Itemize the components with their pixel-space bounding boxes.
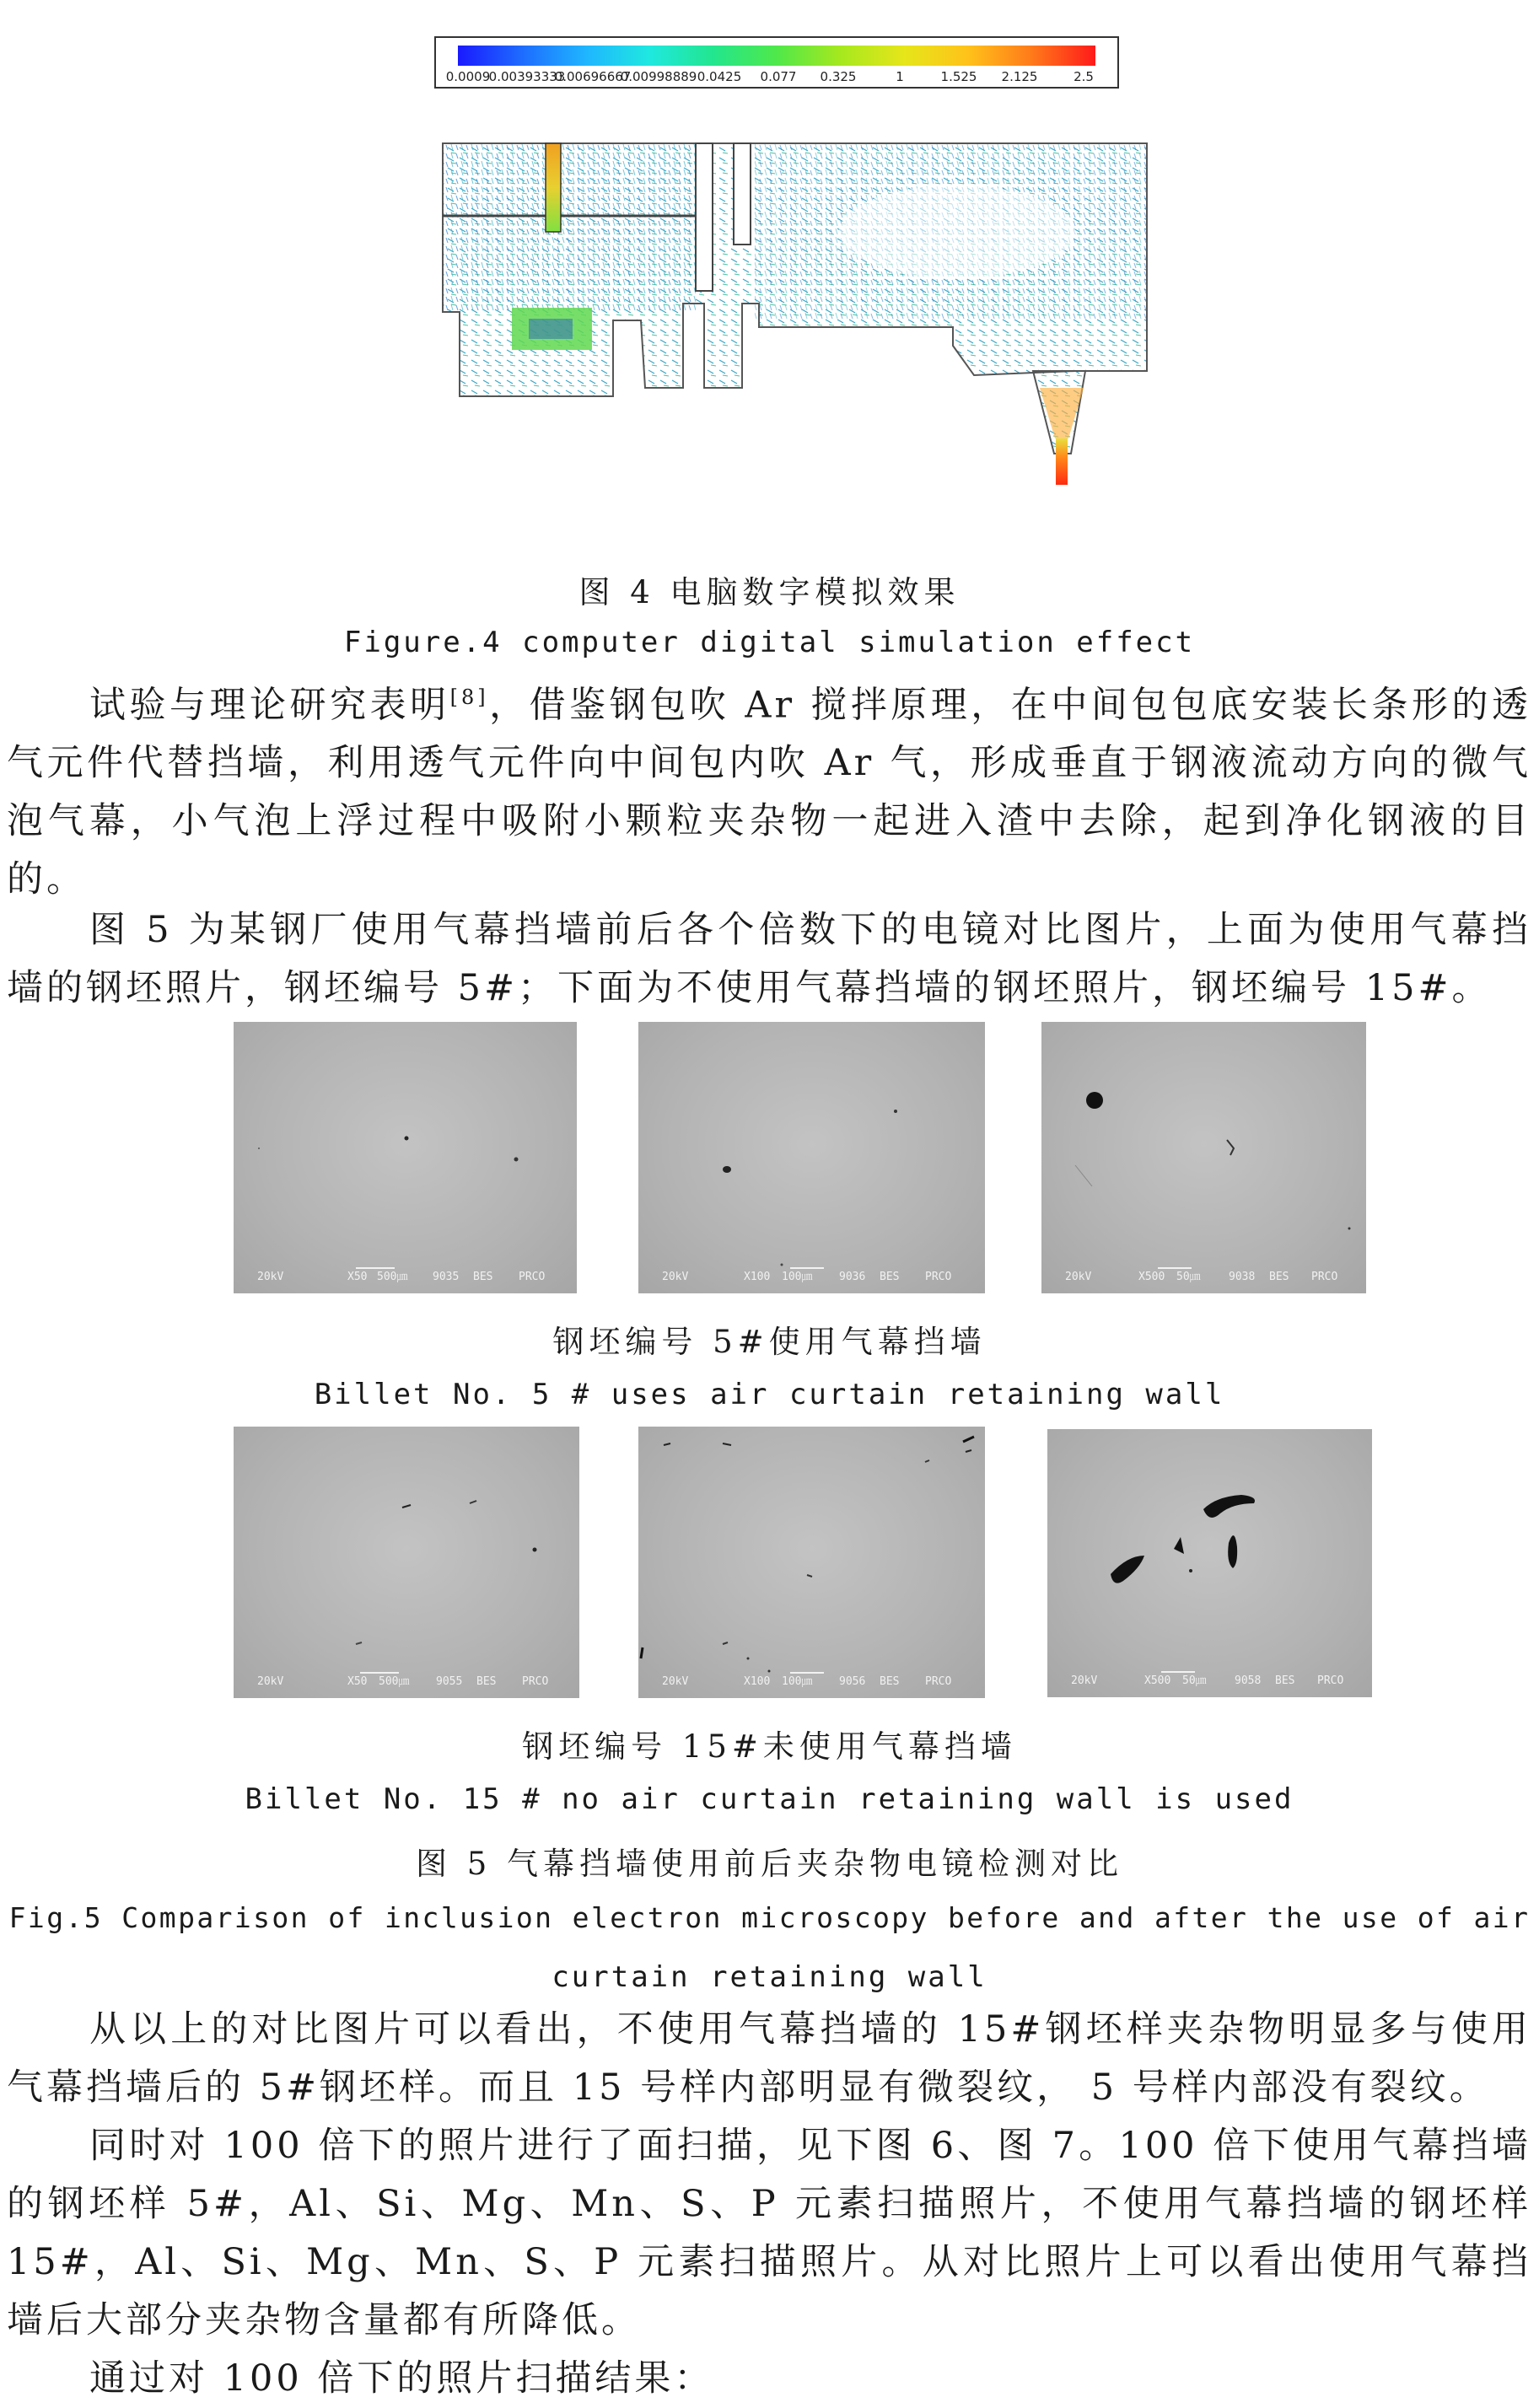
paragraph-1 <box>7 669 1531 909</box>
sem-lab: PRCO <box>925 1675 952 1688</box>
citation-ref: [8] <box>449 685 489 709</box>
sem-mag: X100 <box>744 1271 771 1283</box>
sem-mag: X50 <box>347 1675 368 1688</box>
sem-scale: 50㎛ <box>1176 1271 1201 1283</box>
sem-photo-5-x100 <box>638 1022 985 1293</box>
sem-mode: BES <box>1275 1674 1295 1687</box>
sem-photo-15-x100 <box>638 1427 985 1698</box>
sem-lab: PRCO <box>1317 1674 1344 1687</box>
sem-scale: 100㎛ <box>782 1271 813 1283</box>
colorbar-tick: 1.525 <box>940 69 977 84</box>
colorbar-tick: 0.0009 <box>445 69 491 84</box>
sem-lab: PRCO <box>1311 1271 1338 1283</box>
sem-lab: PRCO <box>925 1271 952 1283</box>
colorbar-tick: 0.325 <box>820 69 857 84</box>
sem-id: 9058 <box>1235 1674 1262 1687</box>
sem-scale: 50㎛ <box>1182 1674 1207 1687</box>
figure-4-caption-cn: 图 4 电脑数字模拟效果 <box>578 574 961 610</box>
colorbar-tick: 0.00696667 <box>554 69 632 84</box>
sem-lab: PRCO <box>522 1675 549 1688</box>
figure-4-caption-en: Figure.4 computer digital simulation effect <box>343 626 1196 659</box>
colorbar-tick: 2.5 <box>1074 69 1094 84</box>
sem-mag: X50 <box>347 1271 368 1283</box>
sem-photo-15-x50 <box>234 1427 579 1698</box>
colorbar-legend <box>434 36 1119 89</box>
figure-5-caption-en-line-1: Fig.5 Comparison of inclusion electron microscopy before and after the use of air <box>8 1901 1531 1934</box>
sem-kv: 20kV <box>257 1675 284 1688</box>
sem-kv: 20kV <box>662 1675 689 1688</box>
sem-lab: PRCO <box>519 1271 546 1283</box>
sem-mag: X500 <box>1138 1271 1165 1283</box>
sem-mode: BES <box>1269 1271 1289 1283</box>
colorbar-tick: 0.00998889 <box>620 69 697 84</box>
paragraph-2: 图 5 为某钢厂使用气幕挡墙前后各个倍数下的电镜对比图片，上面为使用气幕挡墙的钢坯照片，钢坯编号 5#；下面为不使用气幕挡墙的钢坯照片，钢坯编号 15#。 <box>7 909 1531 1009</box>
flow-simulation-image <box>434 135 1155 523</box>
sem-kv: 20kV <box>257 1271 284 1283</box>
sem-mag: X500 <box>1144 1674 1171 1687</box>
colorbar-gradient <box>458 46 1095 66</box>
paragraph-5: 通过对 100 倍下的照片扫描结果： <box>89 2357 714 2400</box>
sem-id: 9056 <box>839 1675 866 1688</box>
sem-kv: 20kV <box>1071 1674 1098 1687</box>
sem-mode: BES <box>476 1675 497 1688</box>
colorbar-tick: 0.077 <box>760 69 797 84</box>
colorbar-tick: 1 <box>896 69 904 84</box>
sem-kv: 20kV <box>1065 1271 1092 1283</box>
row-1-caption-cn: 钢坯编号 5#使用气幕挡墙 <box>552 1324 987 1360</box>
paragraph-1-text-b: ，借鉴钢包吹 Ar 搅拌原理，在中间包包底安装长条形的透气元件代替挡墙，利用透气元件向中间包内吹 Ar 气，形成垂直于钢液流动方向的微气泡气幕，小气泡上浮过程中吸附小颗粒夹杂物一起进入渣中去除，起到净化钢液的目的。 <box>7 684 1531 901</box>
sem-mode: BES <box>473 1271 493 1283</box>
colorbar-tick: 0.00393333 <box>488 69 566 84</box>
sem-photo-15-x500 <box>1047 1429 1372 1697</box>
sem-mag: X100 <box>744 1675 771 1688</box>
sem-mode: BES <box>880 1675 900 1688</box>
sem-id: 9036 <box>839 1271 866 1283</box>
colorbar-tick: 0.0425 <box>697 69 742 84</box>
row-2-caption-en: Billet No. 15 # no air curtain retaining wall is used <box>245 1782 1294 1816</box>
row-2-caption-cn: 钢坯编号 15#未使用气幕挡墙 <box>522 1728 1017 1765</box>
sem-photo-5-x50 <box>234 1022 577 1293</box>
sem-kv: 20kV <box>662 1271 689 1283</box>
sem-scale: 500㎛ <box>377 1271 408 1283</box>
sem-id: 9055 <box>436 1675 463 1688</box>
paragraph-3: 从以上的对比图片可以看出，不使用气幕挡墙的 15#钢坯样夹杂物明显多与使用气幕挡墙后的 5#钢坯样。而且 15 号样内部明显有微裂纹， 5 号样内部没有裂纹。 <box>7 2008 1531 2109</box>
sem-photo-5-x500 <box>1041 1022 1366 1293</box>
colorbar-tick: 2.125 <box>1001 69 1038 84</box>
sem-mode: BES <box>880 1271 900 1283</box>
sem-scale: 100㎛ <box>782 1675 813 1688</box>
figure-5-caption-en-line-2: curtain retaining wall <box>552 1960 987 1994</box>
sem-id: 9038 <box>1229 1271 1256 1283</box>
paragraph-4: 同时对 100 倍下的照片进行了面扫描，见下图 6、图 7。100 倍下使用气幕挡墙的钢坯样 5#，Al、Si、Mg、Mn、S、P 元素扫描照片，不使用气幕挡墙的钢坯样 15#，Al、Si、Mg、Mn、S、P 元素扫描照片。从对比照片上可以看出使用气幕挡墙后大部分夹杂物含量都有所降低。 <box>7 2125 1531 2341</box>
paragraph-1-text-a: 试验与理论研究表明 <box>89 684 450 727</box>
figure-5-caption-cn: 图 5 气幕挡墙使用前后夹杂物电镜检测对比 <box>415 1846 1124 1882</box>
sem-id: 9035 <box>433 1271 460 1283</box>
row-1-caption-en: Billet No. 5 # uses air curtain retaining wall <box>314 1378 1225 1411</box>
sem-scale: 500㎛ <box>379 1675 410 1688</box>
